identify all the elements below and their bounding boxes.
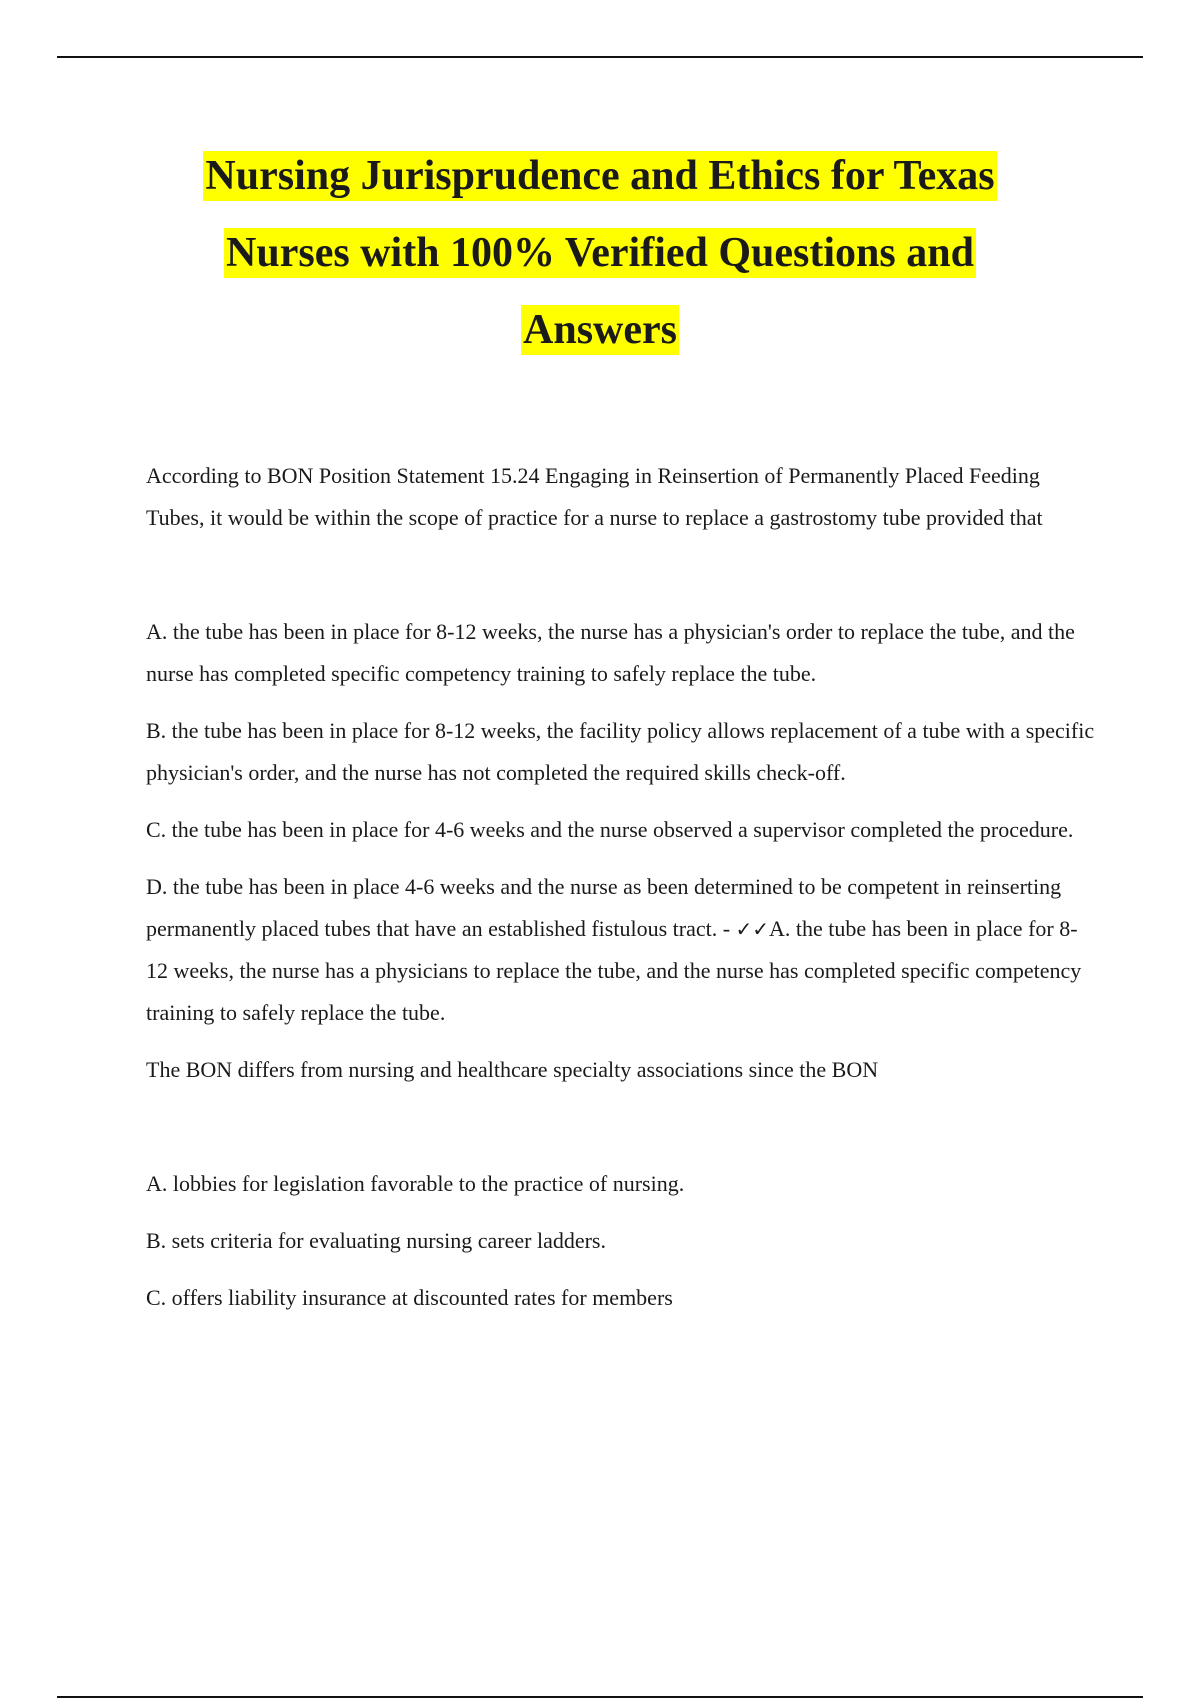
- question-2-option-a: A. lobbies for legislation favorable to the practice of nursing.: [146, 1171, 685, 1196]
- question-1-option-d: D. the tube has been in place 4-6 weeks and the nurse as been determined to be competent in reinserting permanently placed tubes that have an established fistulous tract. -: [146, 874, 1062, 941]
- document-body: [146, 455, 1096, 1334]
- document-title: [100, 138, 1100, 369]
- bottom-rule: [57, 1696, 1143, 1698]
- question-2-option-b: B. sets criteria for evaluating nursing career ladders.: [146, 1228, 606, 1253]
- check-mark-icon: ✓✓: [735, 917, 770, 941]
- title-line-3: Answers: [523, 307, 677, 353]
- question-1-stem: According to BON Position Statement 15.24 Engaging in Reinsertion of Permanently Placed Feeding Tubes, it would be within the scope of practice for a nurse to replace a gastrostomy tube provided that: [146, 463, 1043, 530]
- question-1-option-d-with-answer: [146, 866, 1096, 1034]
- top-rule: [57, 56, 1143, 58]
- title-line-2: Nurses with 100% Verified Questions and: [226, 230, 974, 276]
- question-1-answer: A. the tube has been in place for 8-12 weeks, the nurse has a physicians to replace the tube, and the nurse has completed specific competency training to safely replace the tube.: [146, 916, 1082, 1025]
- title-line-1: Nursing Jurisprudence and Ethics for Texas: [205, 153, 995, 199]
- question-1-option-a: A. the tube has been in place for 8-12 weeks, the nurse has a physician's order to replace the tube, and the nurse has completed specific competency training to safely replace the tube.: [146, 619, 1075, 686]
- question-2-option-c: C. offers liability insurance at discounted rates for members: [146, 1285, 673, 1310]
- question-1-option-b: B. the tube has been in place for 8-12 weeks, the facility policy allows replacement of a tube with a specific physician's order, and the nurse has not completed the required skills check-off.: [146, 718, 1095, 785]
- question-1-option-c: C. the tube has been in place for 4-6 weeks and the nurse observed a supervisor completed the procedure.: [146, 817, 1074, 842]
- question-2-stem: The BON differs from nursing and healthcare specialty associations since the BON: [146, 1057, 879, 1082]
